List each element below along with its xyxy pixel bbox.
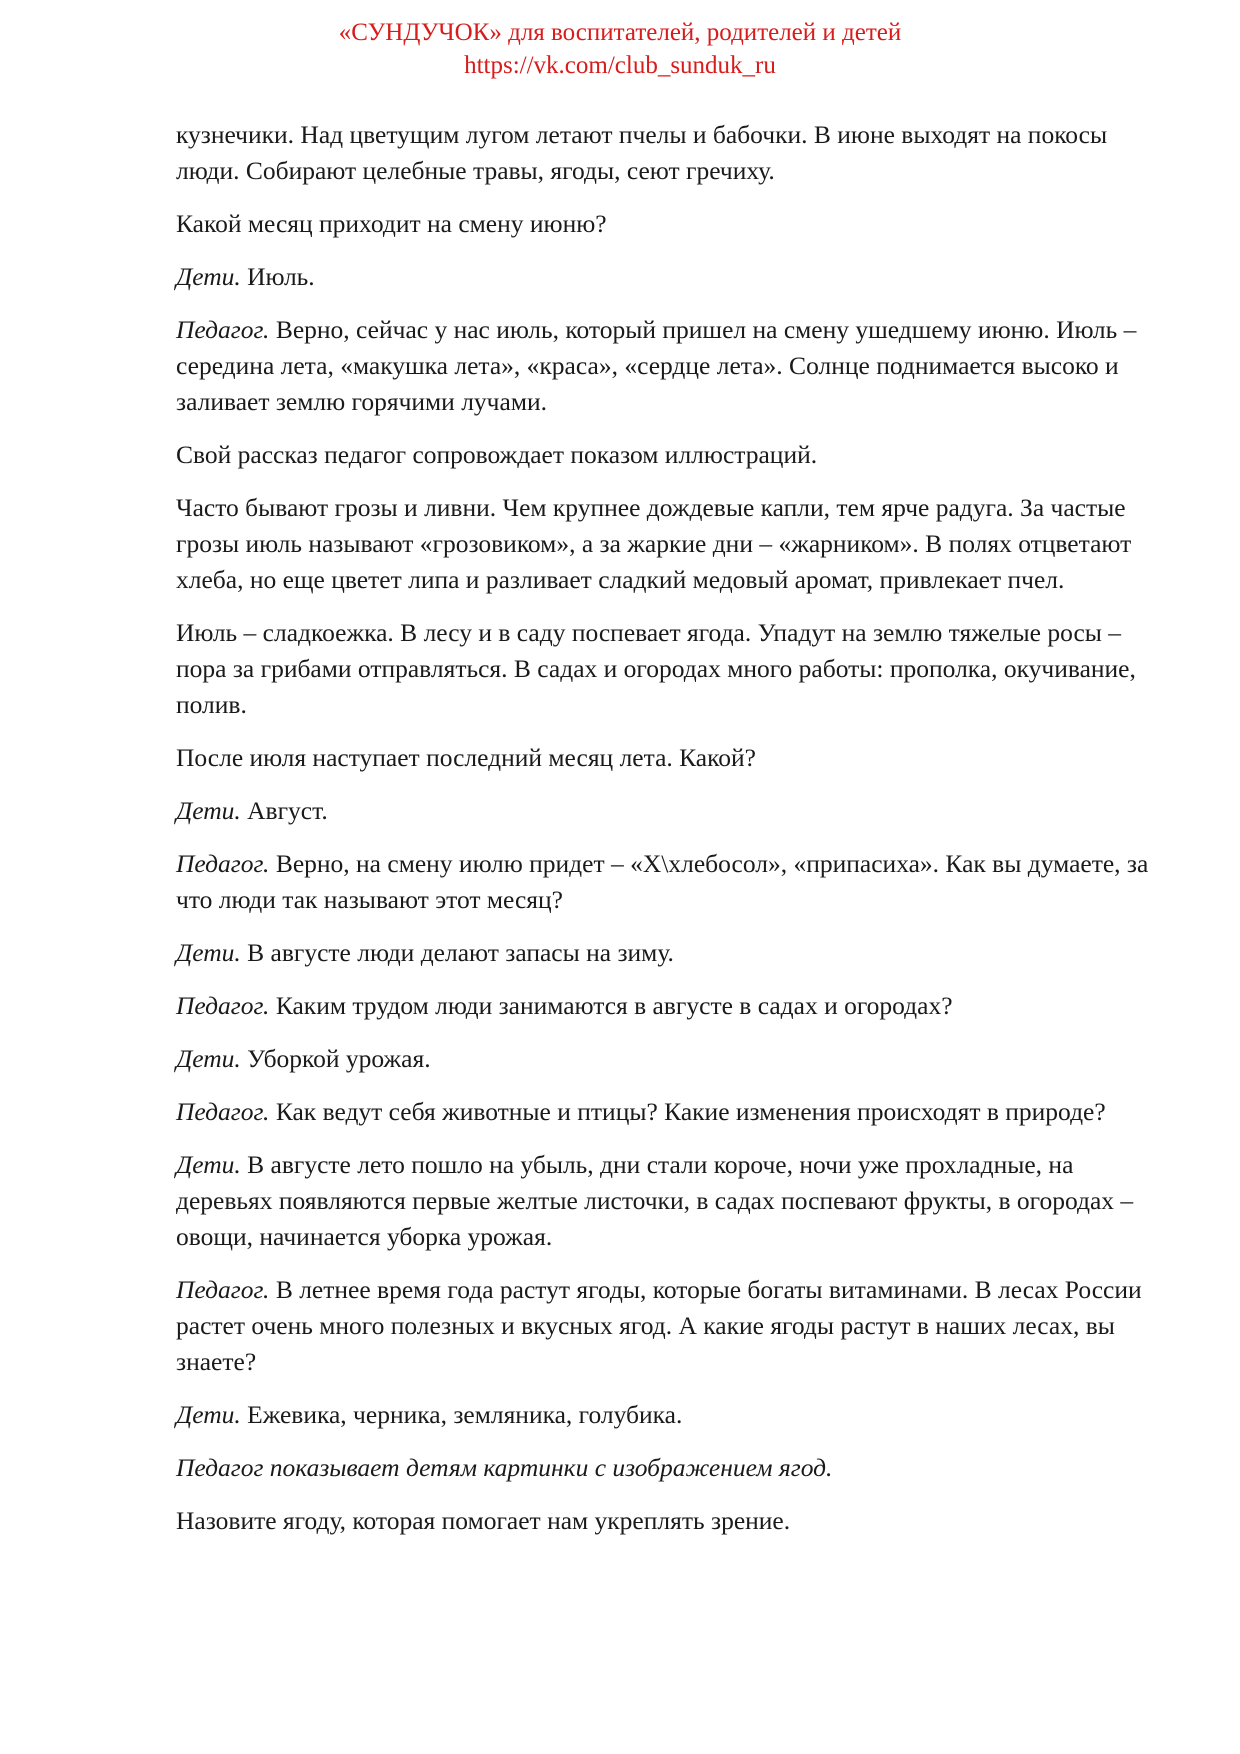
speaker-label: Дети. [176,796,241,825]
dialogue-text: Ежевика, черника, земляника, голубика. [240,1400,683,1429]
paragraph-text: Какой месяц приходит на смену июню? [176,209,607,238]
speaker-label: Дети. [176,938,241,967]
speaker-label: Педагог. [176,315,270,344]
paragraph-text: Июль – сладкоежка. В лесу и в саду поспевает ягода. Упадут на землю тяжелые росы – пора за грибами отправляться. В садах и огородах много работы: прополка, окучивание, полив. [176,618,1136,719]
header-title: «СУНДУЧОК» для воспитателей, родителей и детей [338,19,902,46]
dialogue-line [176,1041,1166,1077]
speaker-label: Дети. [176,262,241,291]
dialogue-line [176,988,1166,1024]
dialogue-line [176,1094,1166,1130]
paragraph-text: кузнечики. Над цветущим лугом летают пчелы и бабочки. В июне выходят на покосы люди. Собирают целебные травы, ягоды, сеют гречиху. [176,120,1108,185]
dialogue-text: Август. [240,796,328,825]
paragraph-text: После июля наступает последний месяц лета. Какой? [176,743,756,772]
dialogue-text: Верно, сейчас у нас июль, который пришел на смену ушедшему июню. Июль – середина лета, «макушка лета», «краса», «сердце лета». Солнце поднимается высоко и заливает землю горячими лучами. [176,315,1137,416]
speaker-label: Дети. [176,1150,241,1179]
stage-direction-text: Педагог показывает детям картинки с изображением ягод. [176,1453,833,1482]
speaker-label: Дети. [176,1044,241,1073]
paragraph [176,117,1166,189]
paragraph [176,490,1166,598]
speaker-label: Педагог. [176,1097,270,1126]
page-header [0,16,1240,82]
speaker-label: Педагог. [176,849,270,878]
dialogue-line [176,935,1166,971]
paragraph [176,437,1166,473]
speaker-label: Дети. [176,1400,241,1429]
paragraph [176,615,1166,723]
paragraph [176,740,1166,776]
paragraph-text: Свой рассказ педагог сопровождает показом иллюстраций. [176,440,818,469]
dialogue-text: Уборкой урожая. [240,1044,431,1073]
paragraph-text: Назовите ягоду, которая помогает нам укреплять зрение. [176,1506,791,1535]
stage-direction [176,1450,1166,1486]
dialogue-line [176,793,1166,829]
dialogue-text: В летнее время года растут ягоды, которые богаты витаминами. В лесах России растет очень много полезных и вкусных ягод. А какие ягоды растут в наших лесах, вы знаете? [176,1275,1142,1376]
dialogue-line [176,1147,1166,1255]
document-body [176,117,1166,1556]
paragraph [176,206,1166,242]
dialogue-text: В августе люди делают запасы на зиму. [240,938,674,967]
dialogue-text: Каким трудом люди занимаются в августе в садах и огородах? [269,991,953,1020]
paragraph [176,1503,1166,1539]
dialogue-text: В августе лето пошло на убыль, дни стали короче, ночи уже прохладные, на деревьях появляются первые желтые листочки, в садах поспевают фрукты, в огородах – овощи, начинается уборка урожая. [176,1150,1134,1251]
dialogue-line [176,259,1166,295]
dialogue-line [176,1397,1166,1433]
dialogue-text: Как ведут себя животные и птицы? Какие изменения происходят в природе? [269,1097,1106,1126]
header-link[interactable]: https://vk.com/club_sunduk_ru [464,52,776,79]
dialogue-line [176,312,1166,420]
dialogue-line [176,846,1166,918]
dialogue-line [176,1272,1166,1380]
speaker-label: Педагог. [176,991,270,1020]
paragraph-text: Часто бывают грозы и ливни. Чем крупнее дождевые капли, тем ярче радуга. За частые грозы июль называют «грозовиком», а за жаркие дни – «жарником». В полях отцветают хлеба, но еще цветет липа и разливает сладкий медовый аромат, привлекает пчел. [176,493,1132,594]
dialogue-text: Верно, на смену июлю придет – «Х\хлебосол», «припасиха». Как вы думаете, за что люди так называют этот месяц? [176,849,1149,914]
speaker-label: Педагог. [176,1275,270,1304]
dialogue-text: Июль. [240,262,315,291]
